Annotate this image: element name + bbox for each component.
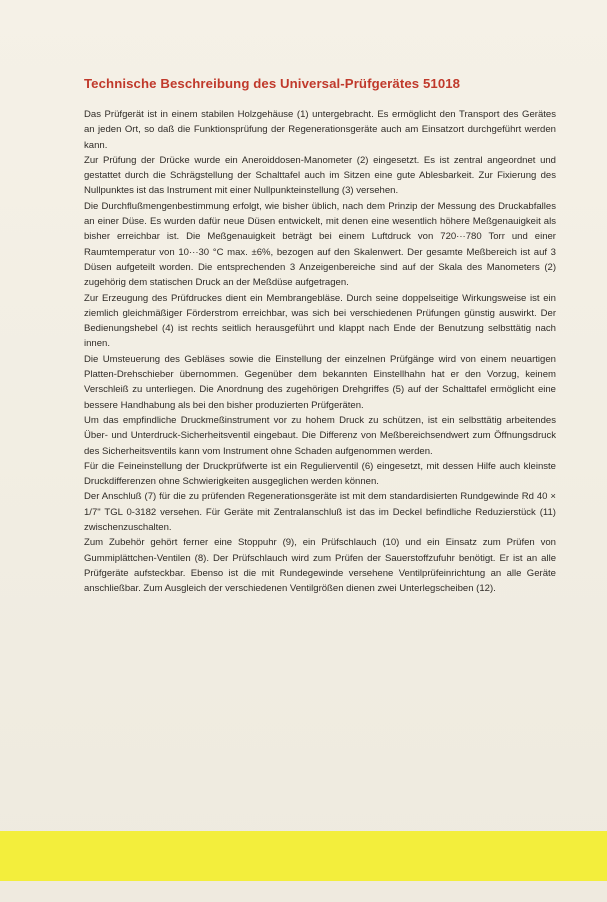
- paragraph-safety-valve: Um das empfindliche Druckmeßinstrument vor zu hohem Druck zu schützen, ist ein selbsttätig arbeitendes Über- und Unterdruck-Sicherheitsventil eingebaut. Die Differenz von Meßbereichsendwert zum Öffnungsdruck des Sicherheitsventils kann vom Instrument ohne Schaden aufgenommen werden.: [84, 414, 556, 457]
- paragraph-regulating-valve: Für die Feineinstellung der Druckprüfwerte ist ein Regulierventil (6) eingesetzt, mit dessen Hilfe auch kleinste Druckdifferenzen ohne Schwierigkeiten ausgeglichen werden können.: [84, 460, 556, 488]
- paragraph-connection: Der Anschluß (7) für die zu prüfenden Regenerationsgeräte ist mit dem standardisierten Rundgewinde Rd 40 × 1/7" TGL 0-3182 versehen. Für Geräte mit Zentralanschluß ist das im Deckel befindliche Reduzierstück (11) zwischenzuschalten.: [84, 491, 556, 534]
- paragraph-rotary-valve: Die Umsteuerung des Gebläses sowie die Einstellung der einzelnen Prüfgänge wird von einem neuartigen Platten-Drehschieber übernommen. Gegenüber dem bekannten Einstellhahn hat er den Vorzug, keinem Verschleiß zu unterliegen. Die Anordnung des zugehörigen Drehgriffes (5) auf der Schalttafel ermöglicht eine bessere Handhabung als bei den bisher produzierten Prüfgeräten.: [84, 353, 556, 411]
- document-title: Technische Beschreibung des Universal-Prüfgerätes 51018: [84, 76, 461, 91]
- document-body: [84, 76, 556, 597]
- paragraph-flow-measurement: Die Durchflußmengenbestimmung erfolgt, wie bisher üblich, nach dem Prinzip der Messung des Druckabfalles an einer Düse. Es wurden dafür neue Düsen entwickelt, mit denen eine wesentlich höhere Meßgenauigkeit als bisher erreichbar ist. Die Meßgenauigkeit beträgt bei einem Luftdruck von 720···780 Torr und einer Raumtemperatur von 10···30 °C max. ±6%, bezogen auf den Skalenwert. Der gesamte Meßbereich ist auf 3 Düsen aufgeteilt worden. Die entsprechenden 3 Anzeigenbereiche sind auf der Skala des Manometers (2) zugehörig dem statischen Druck an der Meßdüse aufgetragen.: [84, 200, 556, 289]
- paragraph-housing: Das Prüfgerät ist in einem stabilen Holzgehäuse (1) untergebracht. Es ermöglicht den Transport des Gerätes an jeden Ort, so daß die Funktionsprüfung der Regenerationsgeräte auch am Einsatzort durchgeführt werden kann.: [84, 109, 556, 151]
- paragraph-accessories: Zum Zubehör gehört ferner eine Stoppuhr (9), ein Prüfschlauch (10) und ein Einsatz zum Prüfen von Gummiplättchen-Ventilen (8). Der Prüfschlauch wird zum Prüfen der Sauerstoffzufuhr benötigt. Er ist an alle Prüfgeräte aufsteckbar. Ebenso ist die mit Rundegewinde versehene Ventilprüfeinrichtung an alle Geräte anschließbar. Zum Ausgleich der verschiedenen Ventilgrößen dienen zwei Unterlegscheiben (12).: [84, 537, 556, 595]
- yellow-footer-band: [0, 831, 607, 881]
- bottom-margin-strip: [0, 881, 607, 902]
- paragraph-manometer: Zur Prüfung der Drücke wurde ein Aneroiddosen-Manometer (2) eingesetzt. Es ist zentral angeordnet und gestattet durch die Schrägstellung der Schalttafel auch im Sitzen eine gute Ablesbarkeit. Zur Fixierung des Nullpunktes ist das Instrument mit einer Nullpunkteinstellung (3) versehen.: [84, 154, 556, 197]
- paragraph-blower: Zur Erzeugung des Prüfdruckes dient ein Membrangebläse. Durch seine doppelseitige Wirkungsweise ist ein ziemlich gleichmäßiger Förderstrom erreichbar, was sich bei verschiedenen Prüfungen günstig auswirkt. Der Bedienungshebel (4) ist rechts seitlich herausgeführt und klappt nach Ende der Benutzung selbsttätig nach innen.: [84, 292, 556, 350]
